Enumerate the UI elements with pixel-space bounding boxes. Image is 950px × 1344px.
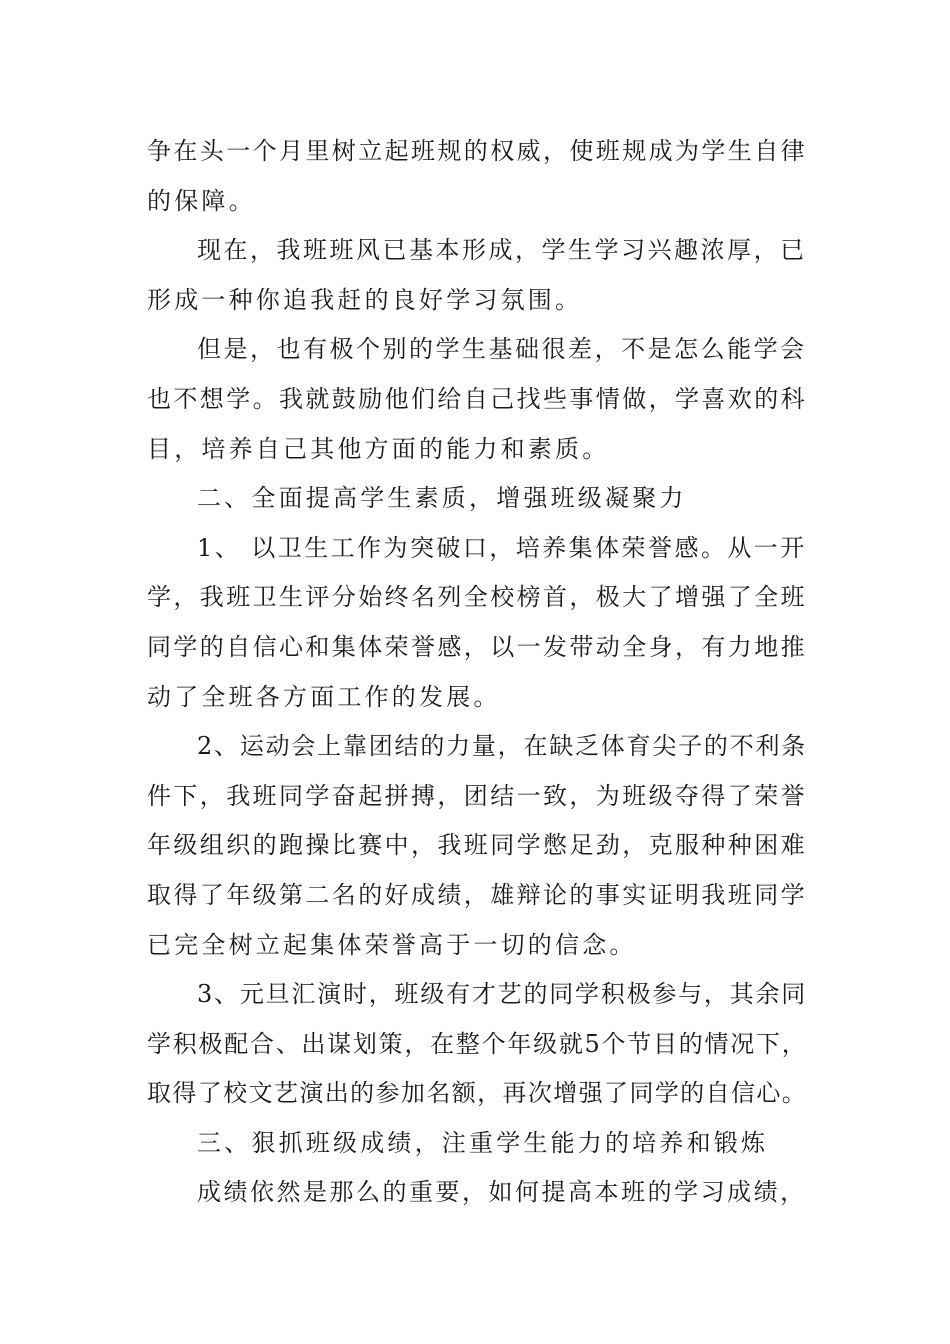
section-heading: 三、狠抓班级成绩，注重学生能力的培养和锻炼 [197, 1128, 769, 1157]
text-line: 学，我班卫生评分始终名列全校榜首，极大了增强了全班 [147, 583, 807, 612]
text-line: 取得了校文艺演出的参加名额，再次增强了同学的自信心。 [147, 1079, 808, 1108]
text-line: 件下，我班同学奋起拼搏，团结一致，为班级夺得了荣誉 [147, 781, 807, 810]
text-line: 现在，我班班风已基本形成，学生学习兴趣浓厚，已 [197, 236, 807, 265]
text-line: 成绩依然是那么的重要，如何提高本班的学习成绩， [197, 1178, 807, 1207]
text-line: 动了全班各方面工作的发展。 [147, 682, 501, 711]
text-line: 目，培养自己其他方面的能力和素质。 [147, 434, 610, 463]
text-line: 年级组织的跑操比赛中，我班同学憋足劲，克服种种困难 [147, 831, 807, 860]
text-line: 的保障。 [147, 186, 256, 215]
text-line: 2、运动会上靠团结的力量，在缺乏体育尖子的不利条 [197, 732, 808, 761]
section-heading: 二、全面提高学生素质，增强班级凝聚力 [197, 484, 687, 513]
text-line: 形成一种你追我赶的良好学习氛围。 [147, 285, 583, 314]
document-body [147, 127, 807, 1218]
text-line: 学积极配合、出谋划策，在整个年级就5个节目的情况下， [147, 1029, 808, 1058]
text-line: 争在头一个月里树立起班规的权威，使班规成为学生自律 [147, 137, 807, 165]
text-line: 1、 以卫生工作为突破口，培养集体荣誉感。从一开 [197, 533, 807, 562]
text-line: 已完全树立起集体荣誉高于一切的信念。 [147, 930, 637, 959]
text-line: 也不想学。我就鼓励他们给自己找些事情做，学喜欢的科 [147, 384, 807, 413]
text-line: 取得了年级第二名的好成绩，雄辩论的事实证明我班同学 [147, 880, 807, 909]
text-line: 同学的自信心和集体荣誉感，以一发带动全身，有力地推 [147, 632, 807, 661]
text-line: 但是，也有极个别的学生基础很差，不是怎么能学会 [197, 335, 807, 364]
text-line: 3、元旦汇演时，班级有才艺的同学积极参与，其余同 [197, 980, 808, 1009]
